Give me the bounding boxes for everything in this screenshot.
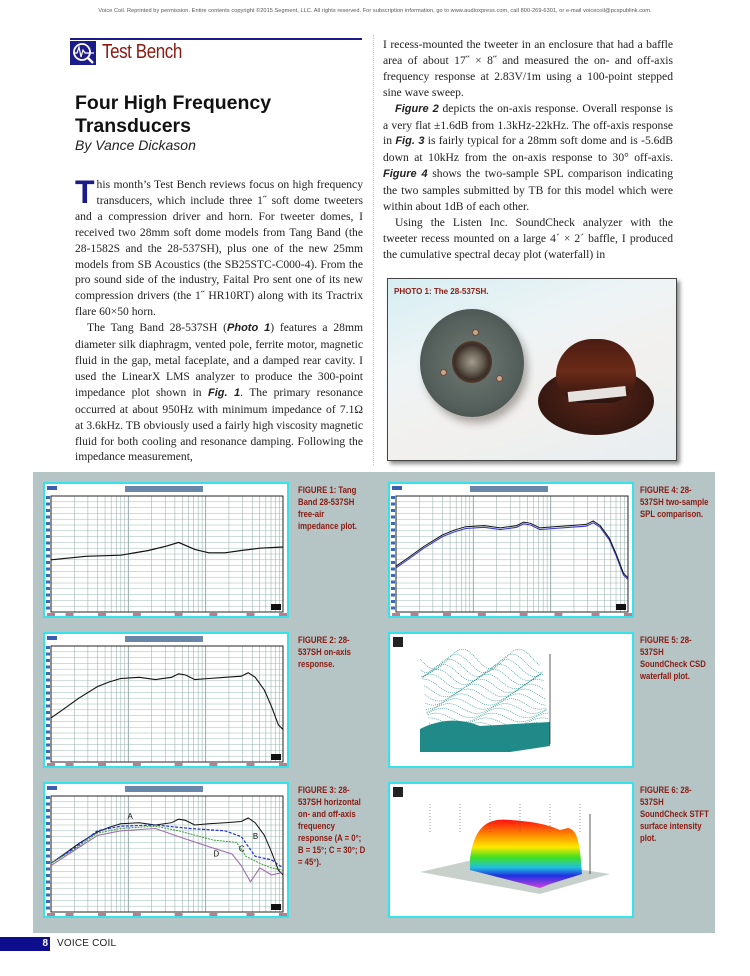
impedance-curve (51, 542, 283, 559)
screw (440, 369, 447, 376)
x-tick-mark (209, 763, 217, 766)
x-tick-mark (209, 913, 217, 916)
y-tick-mark (46, 607, 50, 610)
y-tick-mark (46, 816, 50, 819)
x-tick-mark (98, 913, 106, 916)
x-tick-mark (592, 613, 600, 616)
tweeter-front-image (420, 309, 524, 417)
paragraph-text: . The primary resonance occurred at about 950Hz with minimum impedance of 7.1Ω at 3.6kHz. TB obviously used a fairly high viscosity magnetic fluid for both cooling and resonance damping. Following the impedance measurement, (75, 385, 363, 464)
byline: By Vance Dickason (75, 137, 196, 153)
y-tick-mark (391, 587, 395, 590)
y-tick-mark (391, 529, 395, 532)
plot-tag (392, 486, 402, 490)
y-tick-mark (391, 561, 395, 564)
article-title: Four High Frequency Transducers (75, 92, 272, 137)
plot-svg (390, 484, 632, 616)
paragraph (383, 101, 673, 215)
units-label (271, 754, 281, 760)
figure-reference: Fig. 3 (395, 135, 425, 148)
figure-1-impedance-plot (43, 482, 289, 618)
y-tick-mark (46, 561, 50, 564)
grid (51, 796, 283, 912)
x-tick-mark (279, 913, 287, 916)
y-tick-mark (46, 861, 50, 864)
y-tick-mark (391, 600, 395, 603)
soundcheck-logo-icon (393, 637, 403, 647)
y-tick-mark (46, 809, 50, 812)
figure-3-off-axis-response (43, 782, 289, 918)
decay-slice (425, 694, 545, 705)
y-tick-mark (46, 692, 50, 695)
plot-title-bar (125, 486, 203, 492)
x-tick-mark (47, 913, 55, 916)
y-tick-mark (391, 535, 395, 538)
tweeter-back-image (538, 339, 654, 439)
x-tick-mark (66, 913, 74, 916)
decay-slice (428, 713, 548, 722)
y-tick-mark (46, 496, 50, 499)
figures-panel (33, 472, 715, 933)
y-tick-mark (391, 581, 395, 584)
plot-title-bar (125, 786, 203, 792)
photo-reference: Photo 1 (227, 322, 271, 335)
figure-4-caption: FIGURE 4: 28-537SH two-sample SPL comparison. (640, 485, 709, 519)
y-tick-mark (46, 685, 50, 688)
y-tick-mark (46, 535, 50, 538)
y-tick-mark (46, 705, 50, 708)
plot-tag (47, 636, 57, 640)
magazine-name: VOICE COIL (57, 938, 117, 949)
figure-2-caption: FIGURE 2: 28-537SH on-axis response. (298, 635, 351, 669)
x-tick-mark (279, 613, 287, 616)
y-tick-mark (46, 724, 50, 727)
x-tick-mark (133, 913, 141, 916)
y-tick-mark (46, 737, 50, 740)
y-tick-mark (46, 894, 50, 897)
dome (452, 341, 492, 383)
body-column-right (383, 37, 673, 263)
paragraph-text: shows the two-sample SPL comparison indicating the two samples submitted by TB for this model which were within about 1dB of each other. (383, 167, 673, 214)
y-tick-mark (391, 542, 395, 545)
figure-5-csd-waterfall (388, 632, 634, 768)
plot-svg (45, 484, 287, 616)
paragraph-text: ) features a 28mm diameter silk diaphragm, vented pole, ferrite motor, magnetic fluid in the gap, metal faceplate, and a damped rear cavity. I used the LinearX LMS analyzer to produce the 300-point impedance plot shown in (75, 321, 363, 399)
y-tick-mark (46, 757, 50, 760)
units-label (616, 604, 626, 610)
y-tick-mark (46, 718, 50, 721)
waterfall-floor (420, 721, 550, 752)
y-tick-mark (391, 568, 395, 571)
sample-2-curve (396, 523, 628, 580)
figure-6-stft-surface (388, 782, 634, 918)
y-tick-mark (46, 542, 50, 545)
figure-reference: Fig. 1 (207, 386, 241, 399)
photo-tweeter (387, 278, 677, 461)
y-tick-mark (46, 594, 50, 597)
y-tick-mark (46, 555, 50, 558)
curve-label: A (127, 812, 133, 822)
y-tick-mark (46, 750, 50, 753)
units-label (271, 604, 281, 610)
y-tick-mark (46, 848, 50, 851)
column-divider (373, 35, 374, 465)
x-tick-mark (279, 763, 287, 766)
figure-2-on-axis-response (43, 632, 289, 768)
y-tick-mark (46, 509, 50, 512)
x-tick-mark (66, 613, 74, 616)
page-number: 8 (42, 938, 48, 949)
y-tick-mark (46, 842, 50, 845)
plot-title-bar (125, 636, 203, 642)
plot-svg (45, 784, 287, 916)
y-tick-mark (391, 594, 395, 597)
y-tick-mark (46, 907, 50, 910)
grid (51, 496, 283, 612)
y-tick-mark (46, 548, 50, 551)
copyright-notice: Voice Coil. Reprinted by permission. Entire contents copyright ©2015 Segment, LLC. All rights reserved. For subscription information, go to www.audioxpress.com, call 800-269-6301, or e-mail voicecoil@pcspublink.com. (98, 8, 652, 14)
y-tick-mark (46, 868, 50, 871)
on-axis-curve (51, 673, 283, 730)
paragraph: I recess-mounted the tweeter in an enclosure that had a baffle area of about 17˝ × 8˝ and measured the on- and off-axis frequency response at 2.83V/1m using a 100-point stepped sine wave sweep. (383, 38, 673, 99)
y-tick-mark (46, 731, 50, 734)
decay-slice (423, 674, 543, 689)
x-tick-mark (247, 763, 255, 766)
y-tick-mark (46, 672, 50, 675)
x-tick-mark (443, 613, 451, 616)
figure-4-spl-comparison (388, 482, 634, 618)
y-tick-mark (46, 881, 50, 884)
magnifier-waveform-icon (70, 41, 96, 65)
decay-slice (425, 689, 545, 701)
y-tick-mark (46, 698, 50, 701)
x-tick-mark (624, 613, 632, 616)
x-tick-mark (47, 763, 55, 766)
curve-label: B (252, 831, 259, 841)
y-tick-mark (46, 653, 50, 656)
y-tick-mark (391, 516, 395, 519)
x-tick-mark (392, 613, 400, 616)
y-tick-mark (46, 503, 50, 506)
x-tick-mark (98, 613, 106, 616)
body-column-left (75, 174, 363, 465)
y-tick-mark (46, 874, 50, 877)
x-tick-mark (133, 613, 141, 616)
y-tick-mark (46, 666, 50, 669)
y-tick-mark (46, 659, 50, 662)
y-tick-mark (46, 522, 50, 525)
y-tick-mark (46, 835, 50, 838)
soundcheck-logo-icon (393, 787, 403, 797)
paragraph: Using the Listen Inc. SoundCheck analyzer with the tweeter recess mounted on a large 4´ × 2´ baffle, I produced the cumulative spectral decay plot (waterfall) in (383, 215, 673, 261)
y-tick-mark (391, 509, 395, 512)
paragraph-text: is fairly typical for a 28mm soft dome and is -5.6dB down at 10kHz from the on-axis response to 30° off-axis. (383, 134, 673, 165)
y-tick-mark (46, 600, 50, 603)
curve-label: C (238, 844, 245, 854)
y-tick-mark (391, 574, 395, 577)
sample-1-curve (396, 521, 628, 578)
plot-tag (47, 486, 57, 490)
plot-tag (47, 786, 57, 790)
y-tick-mark (46, 574, 50, 577)
x-tick-mark (411, 613, 419, 616)
figure-6-caption: FIGURE 6: 28-537SH SoundCheck STFT surface intensity plot. (640, 785, 709, 843)
section-title: Test Bench (102, 41, 182, 63)
y-tick-mark (46, 581, 50, 584)
y-tick-mark (46, 679, 50, 682)
waterfall-svg (390, 634, 632, 766)
y-tick-mark (46, 646, 50, 649)
figure-reference: Figure 2 (395, 102, 439, 115)
y-tick-mark (46, 568, 50, 571)
figure-1-caption: FIGURE 1: Tang Band 28-537SH free-air impedance plot. (298, 485, 357, 531)
section-header (70, 38, 362, 68)
figure-5-caption: FIGURE 5: 28-537SH SoundCheck CSD waterfall plot. (640, 635, 706, 681)
x-tick-mark (47, 613, 55, 616)
x-tick-mark (175, 913, 183, 916)
x-tick-mark (520, 613, 528, 616)
figure-3-caption: FIGURE 3: 28-537SH horizontal on- and off-axis frequency response (A = 0°; B = 15°; C = 30°; D = 45°). (298, 785, 366, 867)
figure-reference: Figure 4 (383, 168, 428, 181)
y-tick-mark (46, 529, 50, 532)
section-rule (70, 38, 362, 40)
curve-b (51, 825, 283, 868)
plot-svg (45, 634, 287, 766)
y-tick-mark (391, 555, 395, 558)
y-tick-mark (46, 822, 50, 825)
paragraph (75, 320, 363, 465)
drop-cap: T (75, 174, 95, 210)
screw (496, 375, 503, 382)
x-tick-mark (66, 763, 74, 766)
x-tick-mark (247, 913, 255, 916)
y-tick-mark (391, 503, 395, 506)
y-tick-mark (46, 829, 50, 832)
y-tick-mark (46, 711, 50, 714)
y-tick-mark (46, 887, 50, 890)
x-tick-mark (478, 613, 486, 616)
decay-slice (421, 659, 541, 677)
x-tick-mark (98, 763, 106, 766)
grid (51, 646, 283, 762)
y-tick-mark (391, 548, 395, 551)
decay-slice (424, 684, 544, 697)
photo-caption: PHOTO 1: The 28-537SH. (394, 287, 489, 296)
y-tick-mark (46, 803, 50, 806)
plot-title-bar (470, 486, 548, 492)
x-tick-mark (209, 613, 217, 616)
x-tick-mark (133, 763, 141, 766)
x-tick-mark (175, 613, 183, 616)
paragraph (75, 174, 363, 320)
y-tick-mark (391, 522, 395, 525)
y-tick-mark (391, 607, 395, 610)
paragraph-text: depicts the on-axis response. Overall response is a very flat ±1.6dB from 1.3kHz-22kHz. The off-axis response in (383, 101, 673, 148)
grid (396, 496, 628, 612)
x-tick-mark (175, 763, 183, 766)
y-tick-mark (46, 744, 50, 747)
stft-svg (390, 784, 632, 916)
y-tick-mark (46, 516, 50, 519)
paragraph-text: his month’s Test Bench reviews focus on high frequency transducers, which include three 1˝ soft dome tweeters and a compression driver and horn. For tweeter domes, I received two 28mm soft dome models from Tang Band (the 28-1582S and the 28-537SH), plus one of the new 25mm models from SB Acoustics (the SB25STC-C000-4). From the pro sound side of the industry, Faital Pro sent one of its new compression drivers (the 1˝ HR10RT) along with its Tractrix flare 60×50 horn. (75, 178, 363, 319)
x-tick-mark (247, 613, 255, 616)
screw (472, 329, 479, 336)
x-tick-mark (554, 613, 562, 616)
y-tick-mark (391, 496, 395, 499)
paragraph-text: The Tang Band 28-537SH ( (87, 321, 228, 335)
units-label (271, 904, 281, 910)
decay-slice (424, 679, 544, 693)
curve-label: D (213, 849, 220, 859)
y-tick-mark (46, 796, 50, 799)
y-tick-mark (46, 855, 50, 858)
y-tick-mark (46, 900, 50, 903)
y-tick-mark (46, 587, 50, 590)
